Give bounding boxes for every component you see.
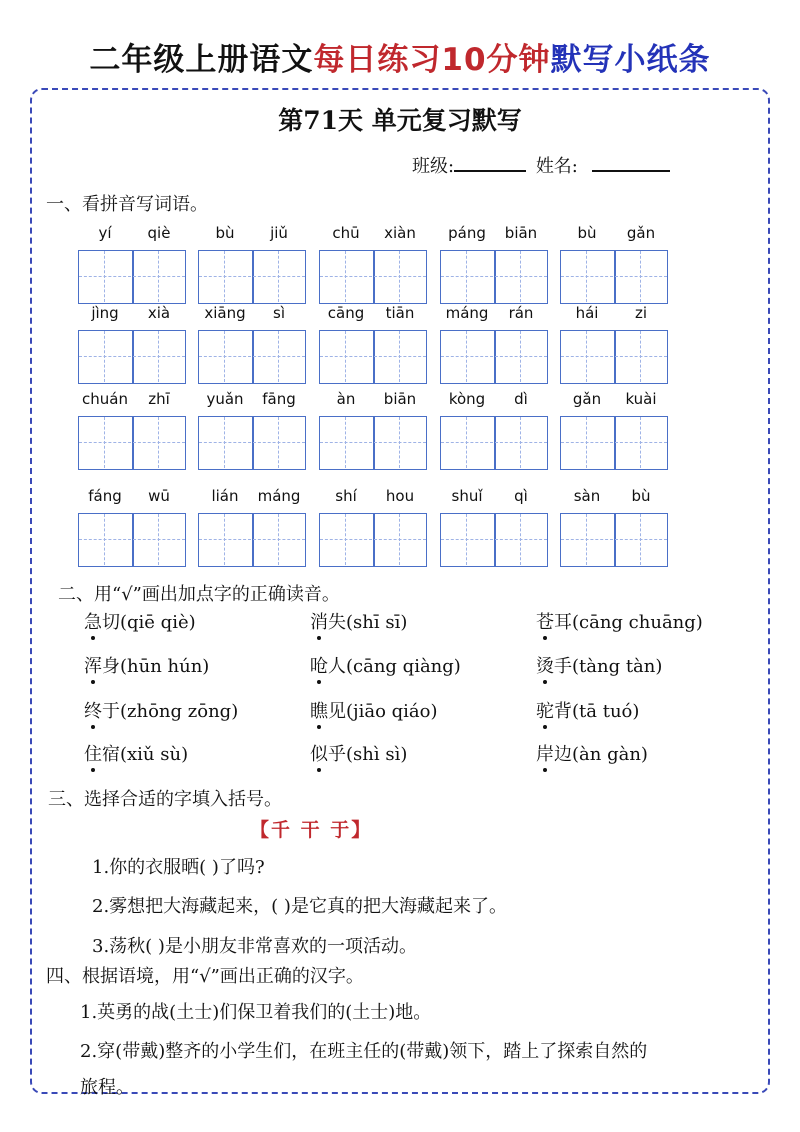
word-pair	[319, 390, 427, 470]
header-part-2: 每日练习10分钟	[313, 42, 551, 78]
writing-cell[interactable]	[253, 514, 305, 565]
writing-cell[interactable]	[133, 417, 185, 468]
writing-boxes	[78, 250, 186, 304]
word-pair	[78, 390, 186, 470]
writing-cell[interactable]	[199, 251, 251, 302]
section3-line-3: 3.荡秋( )是小朋友非常喜欢的一项活动。	[92, 936, 417, 957]
header-part-3: 默写小纸条	[550, 42, 711, 78]
reading-options: 身(hūn hún)	[102, 656, 210, 677]
pinyin-label: bù	[577, 224, 597, 242]
dotted-character: 消	[310, 612, 328, 633]
writing-cell[interactable]	[615, 331, 667, 382]
word-pair	[198, 390, 306, 470]
pinyin-label: bù	[631, 487, 651, 505]
writing-cell[interactable]	[253, 331, 305, 382]
pinyin-label: dì	[514, 390, 528, 408]
writing-boxes	[440, 513, 548, 567]
writing-cell[interactable]	[374, 251, 426, 302]
word-pair	[440, 487, 548, 567]
word-pair	[560, 224, 668, 304]
dotted-character: 急	[84, 612, 102, 633]
writing-cell[interactable]	[199, 417, 251, 468]
reading-options: 切(qiē qiè)	[102, 612, 196, 633]
word-pair	[78, 487, 186, 567]
pinyin-label: lián	[211, 487, 239, 505]
reading-options: 见(jiāo qiáo)	[328, 701, 438, 722]
pinyin-label: jìng	[91, 304, 119, 322]
writing-cell[interactable]	[561, 331, 613, 382]
reading-choice-item[interactable]	[310, 652, 461, 678]
writing-boxes	[319, 513, 427, 567]
section3-options: 【千 干 于】	[250, 819, 373, 841]
writing-cell[interactable]	[441, 417, 493, 468]
dotted-character: 似	[310, 744, 328, 765]
pinyin-label: shuǐ	[451, 487, 483, 505]
word-pair	[560, 304, 668, 384]
writing-cell[interactable]	[199, 331, 251, 382]
section4-heading: 四、根据语境，用“√”画出正确的汉字。	[46, 966, 364, 987]
reading-choice-item[interactable]	[84, 740, 188, 766]
writing-cell[interactable]	[561, 417, 613, 468]
writing-cell[interactable]	[615, 514, 667, 565]
writing-cell[interactable]	[374, 331, 426, 382]
pinyin-label: sàn	[573, 487, 601, 505]
dotted-character: 岸	[536, 744, 554, 765]
dotted-character: 瞧	[310, 701, 328, 722]
writing-boxes	[319, 330, 427, 384]
writing-cell[interactable]	[79, 417, 131, 468]
name-blank[interactable]	[592, 170, 670, 172]
writing-cell[interactable]	[253, 251, 305, 302]
reading-options: 边(àn gàn)	[554, 744, 648, 765]
pinyin-label: biān	[383, 390, 417, 408]
section2-heading: 二、用“√”画出加点字的正确读音。	[58, 584, 340, 605]
writing-boxes	[560, 330, 668, 384]
reading-options: 背(tā tuó)	[554, 701, 640, 722]
writing-cell[interactable]	[374, 417, 426, 468]
word-pair	[319, 224, 427, 304]
writing-cell[interactable]	[320, 251, 372, 302]
writing-cell[interactable]	[561, 514, 613, 565]
reading-options: 于(zhōng zōng)	[102, 701, 239, 722]
dotted-character: 驼	[536, 701, 554, 722]
section3-line-2: 2.雾想把大海藏起来，( )是它真的把大海藏起来了。	[92, 896, 507, 917]
writing-cell[interactable]	[253, 417, 305, 468]
reading-choice-item[interactable]	[536, 652, 662, 678]
word-pair	[198, 487, 306, 567]
word-pair	[78, 224, 186, 304]
header-part-1: 二年级上册语文	[89, 42, 314, 78]
section1-heading: 一、看拼音写词语。	[46, 194, 208, 215]
reading-options: 宿(xiǔ sù)	[102, 744, 189, 765]
pinyin-label: zhī	[148, 390, 170, 408]
pinyin-label: páng	[448, 224, 486, 242]
pinyin-label: zi	[634, 304, 648, 322]
pinyin-label: qiè	[147, 224, 171, 242]
writing-boxes	[440, 416, 548, 470]
writing-boxes	[560, 513, 668, 567]
class-blank[interactable]	[454, 170, 526, 172]
writing-cell[interactable]	[79, 251, 131, 302]
writing-cell[interactable]	[441, 331, 493, 382]
pinyin-label: gǎn	[626, 224, 656, 242]
writing-cell[interactable]	[133, 251, 185, 302]
writing-cell[interactable]	[79, 514, 131, 565]
page-title: 第71天 单元复习默写	[278, 106, 522, 135]
pinyin-label: àn	[336, 390, 356, 408]
word-pair	[440, 390, 548, 470]
word-pair	[198, 304, 306, 384]
pinyin-label: fāng	[262, 390, 296, 408]
dotted-character: 苍	[536, 612, 554, 633]
dotted-character: 呛	[310, 656, 328, 677]
word-pair	[440, 224, 548, 304]
writing-cell[interactable]	[133, 331, 185, 382]
dotted-character: 终	[84, 701, 102, 722]
writing-boxes	[198, 513, 306, 567]
word-pair	[560, 487, 668, 567]
writing-boxes	[440, 330, 548, 384]
pinyin-label: bù	[215, 224, 235, 242]
reading-options: 乎(shì sì)	[328, 744, 408, 765]
reading-choice-item[interactable]	[536, 697, 639, 723]
pinyin-label: biān	[504, 224, 538, 242]
writing-boxes	[78, 330, 186, 384]
name-label: 姓名:	[535, 156, 578, 177]
reading-options: 耳(cāng chuāng)	[554, 612, 703, 633]
dotted-character: 住	[84, 744, 102, 765]
writing-cell[interactable]	[320, 514, 372, 565]
writing-cell[interactable]	[495, 417, 547, 468]
class-name-line	[412, 152, 670, 178]
writing-cell[interactable]	[615, 417, 667, 468]
reading-choice-item[interactable]	[310, 740, 407, 766]
writing-boxes	[440, 250, 548, 304]
word-pair	[560, 390, 668, 470]
reading-choice-item[interactable]	[536, 608, 703, 634]
writing-cell[interactable]	[561, 251, 613, 302]
writing-boxes	[560, 250, 668, 304]
pinyin-label: xià	[147, 304, 171, 322]
pinyin-label: kuài	[625, 390, 657, 408]
writing-cell[interactable]	[199, 514, 251, 565]
reading-choice-item[interactable]	[310, 697, 438, 723]
writing-cell[interactable]	[374, 514, 426, 565]
reading-choice-item[interactable]	[84, 608, 196, 634]
writing-cell[interactable]	[79, 331, 131, 382]
writing-cell[interactable]	[495, 514, 547, 565]
pinyin-label: xiāng	[204, 304, 246, 322]
pinyin-label: máng	[257, 487, 301, 505]
section4-line-2: 2.穿(带戴)整齐的小学生们，在班主任的(带戴)领下，踏上了探索自然的	[80, 1041, 648, 1062]
word-pair	[319, 487, 427, 567]
writing-cell[interactable]	[320, 417, 372, 468]
reading-choice-item[interactable]	[310, 608, 407, 634]
pinyin-label: hou	[385, 487, 415, 505]
writing-boxes	[198, 250, 306, 304]
pinyin-label: shí	[335, 487, 357, 505]
writing-cell[interactable]	[495, 331, 547, 382]
pinyin-label: sì	[273, 304, 285, 322]
reading-options: 失(shī sī)	[328, 612, 408, 633]
worksheet-header	[0, 34, 800, 79]
writing-cell[interactable]	[441, 514, 493, 565]
pinyin-label: tiān	[385, 304, 415, 322]
pinyin-label: wū	[148, 487, 170, 505]
writing-cell[interactable]	[495, 251, 547, 302]
pinyin-label: chū	[332, 224, 360, 242]
writing-boxes	[560, 416, 668, 470]
writing-boxes	[198, 416, 306, 470]
reading-options: 手(tàng tàn)	[554, 656, 663, 677]
pinyin-label: yuǎn	[206, 390, 244, 408]
section4-line-1: 1.英勇的战(土士)们保卫着我们的(土士)地。	[80, 1002, 432, 1023]
pinyin-label: xiàn	[384, 224, 416, 242]
pinyin-label: máng	[445, 304, 489, 322]
pinyin-label: yí	[98, 224, 112, 242]
reading-choice-item[interactable]	[536, 740, 648, 766]
writing-cell[interactable]	[133, 514, 185, 565]
pinyin-label: gǎn	[572, 390, 602, 408]
writing-boxes	[78, 513, 186, 567]
word-pair	[440, 304, 548, 384]
writing-cell[interactable]	[441, 251, 493, 302]
word-pair	[198, 224, 306, 304]
writing-cell[interactable]	[320, 331, 372, 382]
pinyin-label: qì	[514, 487, 528, 505]
writing-cell[interactable]	[615, 251, 667, 302]
writing-boxes	[319, 416, 427, 470]
pinyin-label: cāng	[327, 304, 365, 322]
dotted-character: 烫	[536, 656, 554, 677]
pinyin-label: hái	[575, 304, 599, 322]
word-pair	[319, 304, 427, 384]
pinyin-label: chuán	[82, 390, 128, 408]
pinyin-label: fáng	[88, 487, 122, 505]
pinyin-label: jiǔ	[270, 224, 288, 242]
section3-heading: 三、选择合适的字填入括号。	[48, 789, 282, 810]
section3-line-1: 1.你的衣服晒( )了吗?	[92, 857, 265, 878]
writing-boxes	[319, 250, 427, 304]
section4-line-3: 旅程。	[80, 1077, 134, 1098]
reading-choice-item[interactable]	[84, 697, 238, 723]
dotted-character: 浑	[84, 656, 102, 677]
writing-boxes	[78, 416, 186, 470]
class-label: 班级:	[412, 156, 455, 177]
pinyin-label: kòng	[448, 390, 486, 408]
writing-boxes	[198, 330, 306, 384]
word-pair	[78, 304, 186, 384]
reading-choice-item[interactable]	[84, 652, 209, 678]
pinyin-label: rán	[508, 304, 534, 322]
reading-options: 人(cāng qiàng)	[328, 656, 461, 677]
